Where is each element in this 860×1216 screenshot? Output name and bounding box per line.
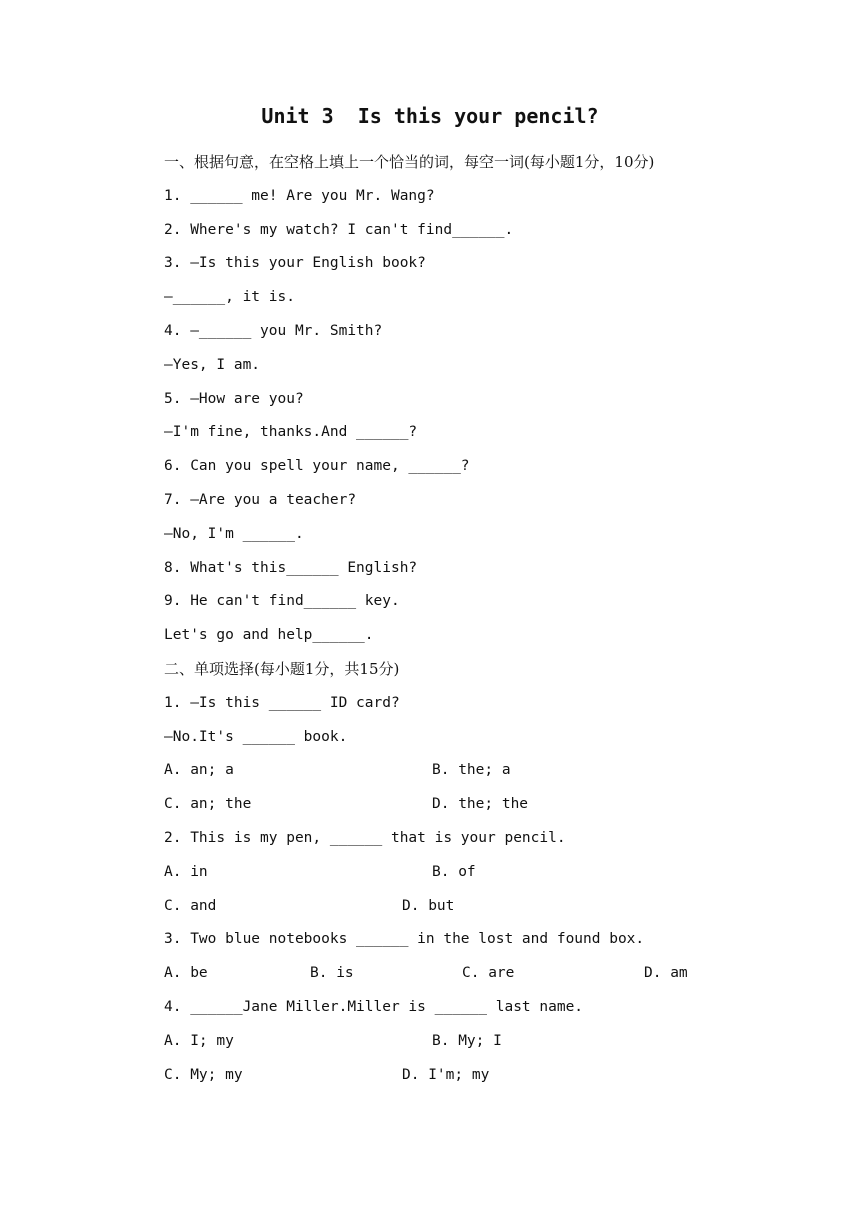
mc-question-1-options-row-1 xyxy=(164,754,804,788)
option-a: A. I; my xyxy=(164,1032,234,1049)
question-line: Let's go and help______. xyxy=(164,627,374,644)
mc-question-4-options-row-1 xyxy=(164,1025,804,1059)
page-title: Unit 3 Is this your pencil? xyxy=(261,104,599,128)
option-d: D. but xyxy=(402,897,455,914)
mc-question-1-options-row-2 xyxy=(164,788,804,822)
question-line: 1. ______ me! Are you Mr. Wang? xyxy=(164,187,435,204)
question-line: 9. He can't find______ key. xyxy=(164,593,400,610)
option-b: B. is xyxy=(310,965,354,982)
option-a: A. in xyxy=(164,863,208,880)
question-line: —No, I'm ______. xyxy=(164,525,304,542)
mc-question-2-stem: 2. This is my pen, ______ that is your pencil. xyxy=(164,829,566,846)
question-line: 6. Can you spell your name, ______? xyxy=(164,458,470,475)
mc-question-2-options-row-2 xyxy=(164,890,804,924)
question-line: 3. —Is this your English book? xyxy=(164,255,426,272)
option-c: C. My; my xyxy=(164,1066,243,1083)
mc-question-1-stem: 1. —Is this ______ ID card? xyxy=(164,694,400,711)
option-b: B. of xyxy=(432,863,476,880)
option-b: B. the; a xyxy=(432,762,511,779)
mc-question-4-stem: 4. ______Jane Miller.Miller is ______ last name. xyxy=(164,998,584,1015)
mc-question-2-options-row-1 xyxy=(164,856,804,890)
question-line: —I'm fine, thanks.And ______? xyxy=(164,424,418,441)
question-line: —Yes, I am. xyxy=(164,356,261,373)
question-line: 2. Where's my watch? I can't find______. xyxy=(164,221,514,238)
section-1-heading: 一、根据句意，在空格上填上一个恰当的词，每空一词(每小题1分，10分) xyxy=(164,153,655,171)
option-a: A. an; a xyxy=(164,762,234,779)
question-line: 8. What's this______ English? xyxy=(164,559,418,576)
option-d: D. the; the xyxy=(432,796,529,813)
option-c: C. and xyxy=(164,897,217,914)
option-d: D. am xyxy=(644,965,688,982)
section-2-heading: 二、单项选择(每小题1分，共15分) xyxy=(164,659,400,678)
option-a: A. be xyxy=(164,965,208,982)
mc-question-1-stem-2: —No.It's ______ book. xyxy=(164,728,348,745)
question-line: 7. —Are you a teacher? xyxy=(164,491,357,508)
mc-question-4-options-row-2 xyxy=(164,1059,804,1093)
question-line: —______, it is. xyxy=(164,289,295,306)
worksheet-body xyxy=(164,146,804,1092)
mc-question-3-options xyxy=(164,957,804,991)
option-d: D. I'm; my xyxy=(402,1066,490,1083)
question-line: 4. —______ you Mr. Smith? xyxy=(164,322,383,339)
mc-question-3-stem: 3. Two blue notebooks ______ in the lost and found box. xyxy=(164,931,645,948)
option-b: B. My; I xyxy=(432,1032,502,1049)
option-c: C. are xyxy=(462,965,515,982)
option-c: C. an; the xyxy=(164,796,252,813)
question-line: 5. —How are you? xyxy=(164,390,304,407)
